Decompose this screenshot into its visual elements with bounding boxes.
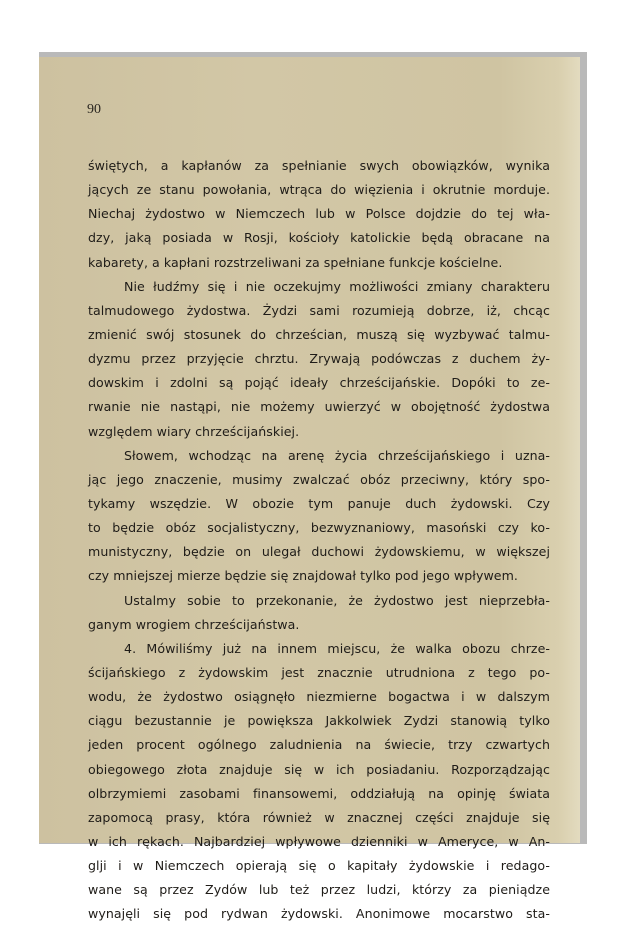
text-line: zapomocą prasy, która również w znacznej części znajduje się bbox=[88, 809, 550, 825]
text-line: 4. Mówiliśmy już na innem miejscu, że walka obozu chrze- bbox=[124, 640, 550, 656]
text-line: kabarety, a kapłani rozstrzeliwani za spełniane funkcje kościelne. bbox=[88, 254, 503, 270]
text-line: tykamy wszędzie. W obozie tym panuje duch żydowski. Czy bbox=[88, 495, 550, 511]
text-line: czy mniejszej mierze będzie się znajdował tylko pod jego wpływem. bbox=[88, 568, 518, 584]
text-line: ścijańskiego z żydowskim jest znacznie utrudniona z tego po- bbox=[88, 664, 550, 680]
text-line: obiegowego złota znajduje się w ich posiadaniu. Rozporządzając bbox=[88, 761, 550, 777]
text-line: wynajęli się pod rydwan żydowski. Anonimowe mocarstwo sta- bbox=[88, 906, 550, 922]
text-line: dyzmu przez przyjęcie chrztu. Zrywają podówczas z duchem ży- bbox=[88, 351, 550, 367]
text-line: dzy, jaką posiada w Rosji, kościoły katolickie będą obracane na bbox=[88, 230, 550, 246]
text-line: względem wiary chrześcijańskiej. bbox=[88, 423, 300, 439]
text-line: dowskim i zdolni są pojąć ideały chrześcijańskie. Dopóki to ze- bbox=[88, 375, 550, 391]
text-line: zmienić swój stosunek do chrześcian, muszą się wyzbywać talmu- bbox=[88, 326, 550, 342]
text-line: to będzie obóz socjalistyczny, bezwyznaniowy, masoński czy ko- bbox=[88, 520, 550, 536]
text-line: talmudowego żydostwa. Żydzi sami rozumieją dobrze, iż, chcąc bbox=[88, 302, 550, 318]
text-line: Nie łudźmy się i nie oczekujmy możliwości zmiany charakteru bbox=[124, 278, 550, 294]
body-text bbox=[88, 154, 550, 927]
text-line: wodu, że żydostwo osiągnęło niezmierne bogactwa i w dalszym bbox=[88, 689, 550, 705]
page-number: 90 bbox=[87, 102, 101, 117]
text-line: jących ze stanu powołania, wtrąca do więzienia i okrutnie morduje. bbox=[88, 182, 550, 198]
text-line: olbrzymiemi zasobami finansowemi, oddziałują na opinję świata bbox=[88, 785, 550, 801]
text-line: Niechaj żydostwo w Niemczech lub w Polsce dojdzie do tej wła- bbox=[88, 206, 550, 222]
text-line: wane są przez Zydów lub też przez ludzi, którzy za pieniądze bbox=[88, 882, 550, 898]
text-line: rwanie nie nastąpi, nie możemy uwierzyć w obojętność żydostwa bbox=[88, 399, 550, 415]
text-line: ganym wrogiem chrześcijaństwa. bbox=[88, 616, 300, 632]
text-line: jeden procent ogólnego zaludnienia na świecie, trzy czwartych bbox=[88, 737, 550, 753]
text-line: w ich rękach. Najbardziej wpływowe dzienniki w Ameryce, w An- bbox=[88, 833, 550, 849]
text-line: munistyczny, będzie on ulegał duchowi żydowskiemu, w większej bbox=[88, 544, 550, 560]
text-line: ciągu bezustannie je powiększa Jakkolwiek Zydzi stanowią tylko bbox=[88, 713, 550, 729]
text-line: glji i w Niemczech opierają się o kapitały żydowskie i redago- bbox=[88, 858, 550, 874]
text-line: świętych, a kapłanów za spełnianie swych obowiązków, wynika bbox=[88, 158, 550, 173]
text-line: jąc jego znaczenie, musimy zwalczać obóz przeciwny, który spo- bbox=[88, 471, 550, 487]
text-line: Ustalmy sobie to przekonanie, że żydostwo jest nieprzebła- bbox=[124, 592, 550, 608]
text-line: Słowem, wchodząc na arenę życia chrześcijańskiego i uzna- bbox=[124, 447, 550, 463]
